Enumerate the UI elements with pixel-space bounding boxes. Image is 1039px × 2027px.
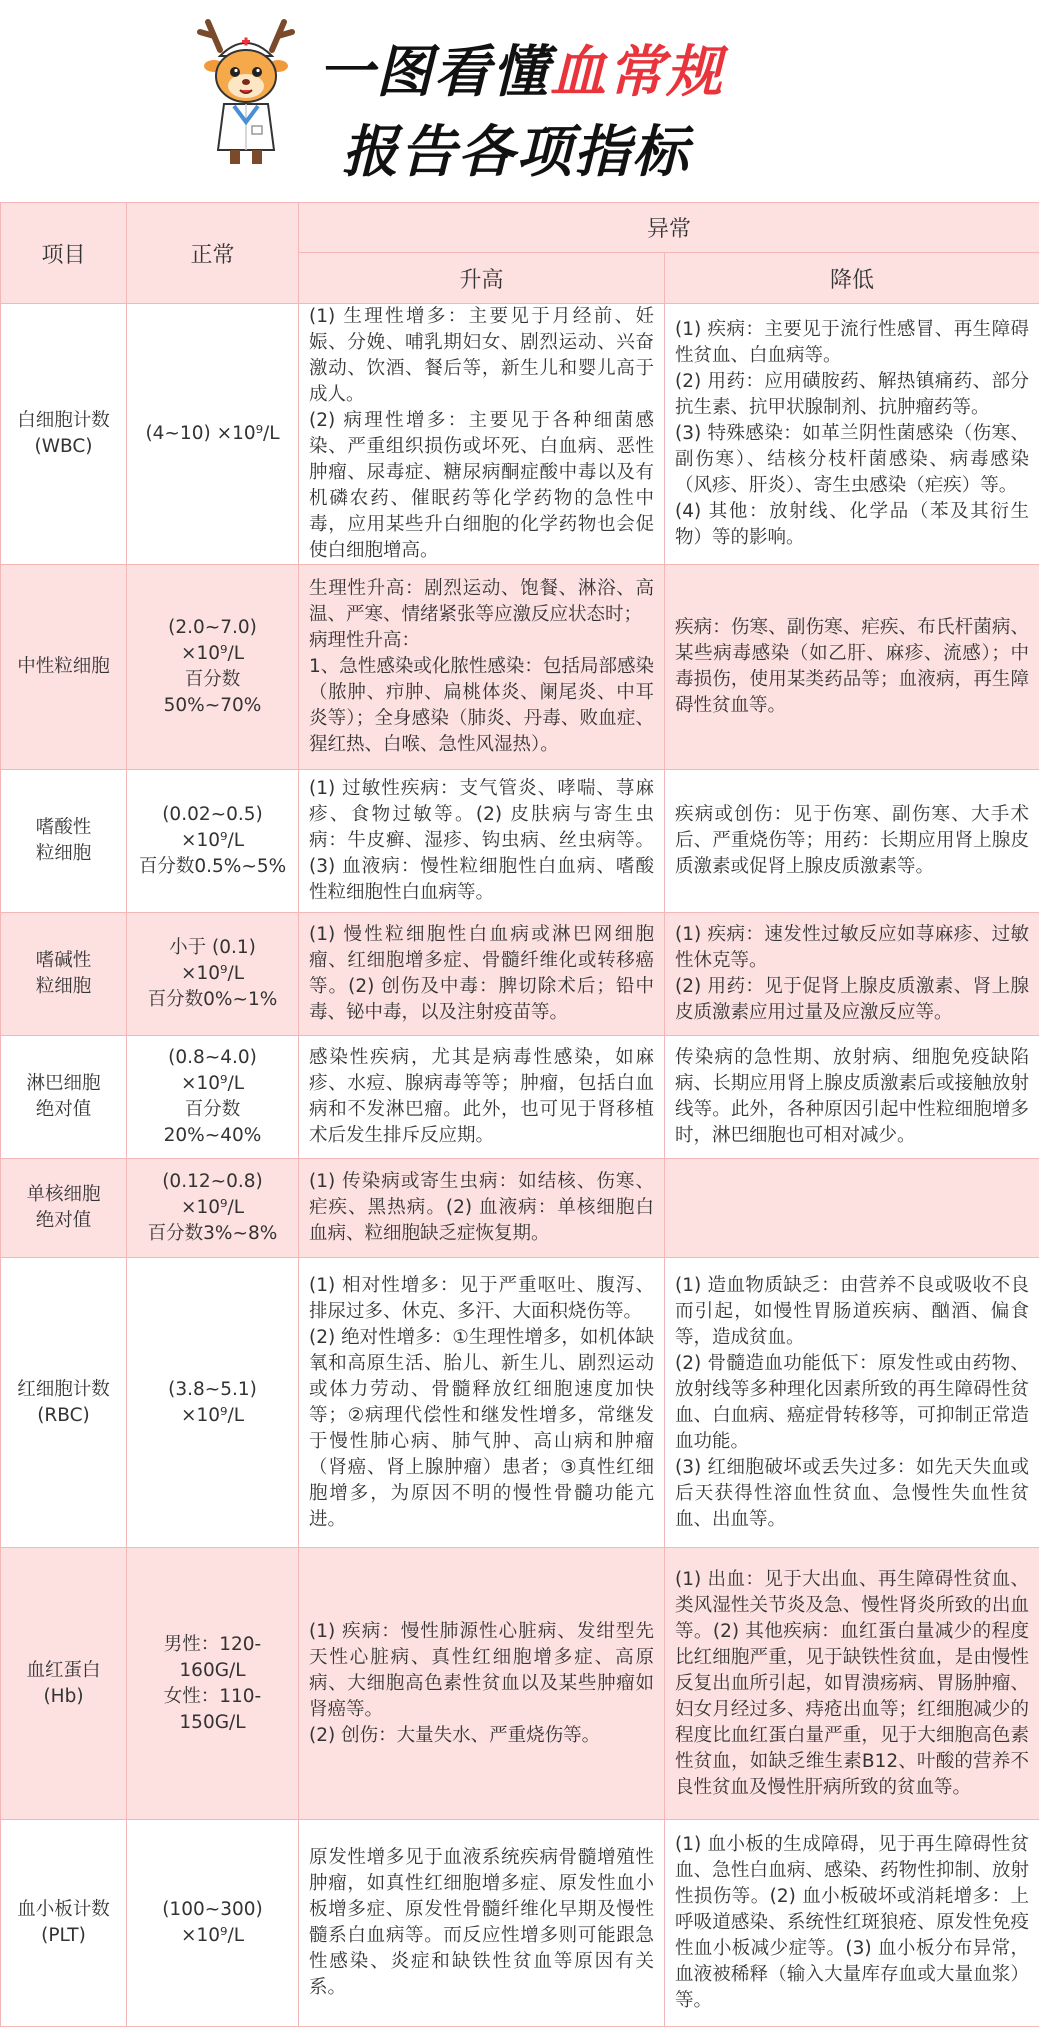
- blood-test-table: [0, 202, 1039, 2027]
- row-normal-range: 男性：120-160G/L 女性：110-150G/L: [127, 1548, 299, 1820]
- header-high: 升高: [299, 253, 665, 304]
- row-low-causes: (1) 疾病：速发性过敏反应如荨麻疹、过敏性休克等。 (2) 用药：见于促肾上腺皮质激素、肾上腺皮质激素应用过量及应激反应等。: [665, 913, 1039, 1036]
- row-item-name: 血红蛋白 (Hb): [1, 1548, 127, 1820]
- row-high-causes: 生理性升高：剧烈运动、饱餐、淋浴、高温、严寒、情绪紧张等应激反应状态时； 病理性升高： 1、急性感染或化脓性感染：包括局部感染（脓肿、疖肿、扁桃体炎、阑尾炎、中耳炎等）；全身感染（肺炎、丹毒、败血症、猩红热、白喉、急性风湿热）。: [299, 565, 665, 770]
- header-abnormal: 异常: [299, 203, 1039, 253]
- row-normal-range: (0.8~4.0) ×10⁹/L 百分数20%~40%: [127, 1036, 299, 1159]
- row-high-causes: 原发性增多见于血液系统疾病骨髓增殖性肿瘤，如真性红细胞增多症、原发性血小板增多症、原发性骨髓纤维化早期及慢性髓系白血病等。而反应性增多则可能跟急性感染、炎症和缺铁性贫血等原因有关系。: [299, 1820, 665, 2027]
- row-normal-range: (2.0~7.0) ×10⁹/L 百分数50%~70%: [127, 565, 299, 770]
- row-item-name: 红细胞计数 (RBC): [1, 1258, 127, 1548]
- row-low-causes: (1) 疾病：主要见于流行性感冒、再生障碍性贫血、白血病等。 (2) 用药：应用磺胺药、解热镇痛药、部分抗生素、抗甲状腺制剂、抗肿瘤药等。 (3) 特殊感染：如革兰阴性菌感染（伤寒、副伤寒）、结核分枝杆菌感染、病毒感染（风疹、肝炎）、寄生虫感染（疟疾）等。 (4) 其他：放射线、化学品（苯及其衍生物）等的影响。: [665, 304, 1039, 565]
- row-high-causes: (1) 过敏性疾病：支气管炎、哮喘、荨麻疹、食物过敏等。(2) 皮肤病与寄生虫病：牛皮癣、湿疹、钩虫病、丝虫病等。(3) 血液病：慢性粒细胞性白血病、嗜酸性粒细胞性白血病等。: [299, 770, 665, 913]
- row-item-name: 血小板计数 (PLT): [1, 1820, 127, 2027]
- row-low-causes: (1) 出血：见于大出血、再生障碍性贫血、类风湿性关节炎及急、慢性肾炎所致的出血等。(2) 其他疾病：血红蛋白量减少的程度比红细胞严重，见于缺铁性贫血，是由慢性反复出血所引起，如胃溃疡病、胃肠肿瘤、妇女月经过多、痔疮出血等；红细胞减少的程度比血红蛋白量严重，见于大细胞高色素性贫血，如缺乏维生素B12、叶酸的营养不良性贫血及慢性肝病所致的贫血等。: [665, 1548, 1039, 1820]
- table-row: [1, 1258, 1039, 1548]
- row-high-causes: 感染性疾病，尤其是病毒性感染，如麻疹、水痘、腺病毒等等；肿瘤，包括白血病和不发淋巴瘤。此外，也可见于肾移植术后发生排斥反应期。: [299, 1036, 665, 1159]
- row-item-name: 嗜碱性 粒细胞: [1, 913, 127, 1036]
- row-normal-range: (4~10) ×10⁹/L: [127, 304, 299, 565]
- row-high-causes: (1) 疾病：慢性肺源性心脏病、发绀型先天性心脏病、真性红细胞增多症、高原病、大细胞高色素性贫血以及某些肿瘤如肾癌等。 (2) 创伤：大量失水、严重烧伤等。: [299, 1548, 665, 1820]
- title-accent: 血常规: [550, 40, 724, 105]
- header-low: 降低: [665, 253, 1039, 304]
- table-row: [1, 1159, 1039, 1258]
- page-title-line1: [318, 28, 724, 108]
- header: [0, 0, 1039, 205]
- row-high-causes: (1) 传染病或寄生虫病：如结核、伤寒、疟疾、黑热病。(2) 血液病：单核细胞白血病、粒细胞缺乏症恢复期。: [299, 1159, 665, 1258]
- table-row: [1, 1036, 1039, 1159]
- row-item-name: 白细胞计数 (WBC): [1, 304, 127, 565]
- row-low-causes: (1) 血小板的生成障碍，见于再生障碍性贫血、急性白血病、感染、药物性抑制、放射性损伤等。(2) 血小板破坏或消耗增多：上呼吸道感染、系统性红斑狼疮、原发性免疫性血小板减少症等。(3) 血小板分布异常，血液被稀释（输入大量库存血或大量血浆）等。: [665, 1820, 1039, 2027]
- row-normal-range: (100~300) ×10⁹/L: [127, 1820, 299, 2027]
- row-high-causes: (1) 慢性粒细胞性白血病或淋巴网细胞瘤、红细胞增多症、骨髓纤维化或转移癌等。(2) 创伤及中毒：脾切除术后；铅中毒、铋中毒，以及注射疫苗等。: [299, 913, 665, 1036]
- row-item-name: 嗜酸性 粒细胞: [1, 770, 127, 913]
- table-row: [1, 913, 1039, 1036]
- table-row: [1, 1820, 1039, 2027]
- row-normal-range: (3.8~5.1) ×10⁹/L: [127, 1258, 299, 1548]
- title-part1: 一图看懂: [318, 40, 550, 105]
- header-normal: 正常: [127, 203, 299, 304]
- row-high-causes: (1) 相对性增多：见于严重呕吐、腹泻、排尿过多、休克、多汗、大面积烧伤等。 (2) 绝对性增多：①生理性增多，如机体缺氧和高原生活、胎儿、新生儿、剧烈运动或体力劳动、骨髓释放红细胞速度加快等；②病理代偿性和继发性增多，常继发于慢性肺心病、肺气肿、高山病和肿瘤（肾癌、肾上腺肿瘤）患者；③真性红细胞增多，为原因不明的慢性骨髓功能亢进。: [299, 1258, 665, 1548]
- header-item: 项目: [1, 203, 127, 304]
- table-row: [1, 304, 1039, 565]
- table-row: [1, 565, 1039, 770]
- row-high-causes: (1) 生理性增多：主要见于月经前、妊娠、分娩、哺乳期妇女、剧烈运动、兴奋激动、饮酒、餐后等，新生儿和婴儿高于成人。 (2) 病理性增多：主要见于各种细菌感染、严重组织损伤或坏死、白血病、恶性肿瘤、尿毒症、糖尿病酮症酸中毒以及有机磷农药、催眠药等化学药物的急性中毒，应用某些升白细胞的化学药物也会促使白细胞增高。: [299, 304, 665, 565]
- row-normal-range: (0.12~0.8) ×10⁹/L 百分数3%~8%: [127, 1159, 299, 1258]
- row-low-causes: 疾病：伤寒、副伤寒、疟疾、布氏杆菌病、某些病毒感染（如乙肝、麻疹、流感）；中毒损伤，使用某类药品等；血液病，再生障碍性贫血等。: [665, 565, 1039, 770]
- row-low-causes: 传染病的急性期、放射病、细胞免疫缺陷病、长期应用肾上腺皮质激素后或接触放射线等。此外，各种原因引起中性粒细胞增多时，淋巴细胞也可相对减少。: [665, 1036, 1039, 1159]
- row-low-causes: (1) 造血物质缺乏：由营养不良或吸收不良而引起，如慢性胃肠道疾病、酗酒、偏食等，造成贫血。 (2) 骨髓造血功能低下：原发性或由药物、放射线等多种理化因素所致的再生障碍性贫血、白血病、癌症骨转移等，可抑制正常造血功能。 (3) 红细胞破坏或丢失过多：如先天失血或后天获得性溶血性贫血、急慢性失血性贫血、出血等。: [665, 1258, 1039, 1548]
- deer-doctor-mascot-icon: [190, 10, 302, 170]
- row-normal-range: 小于 (0.1) ×10⁹/L 百分数0%~1%: [127, 913, 299, 1036]
- page-title-line2: 报告各项指标: [342, 108, 690, 188]
- row-normal-range: (0.02~0.5) ×10⁹/L 百分数0.5%~5%: [127, 770, 299, 913]
- row-item-name: 淋巴细胞 绝对值: [1, 1036, 127, 1159]
- row-low-causes: [665, 1159, 1039, 1258]
- row-item-name: 单核细胞 绝对值: [1, 1159, 127, 1258]
- table-row: [1, 1548, 1039, 1820]
- table-row: [1, 770, 1039, 913]
- row-low-causes: 疾病或创伤：见于伤寒、副伤寒、大手术后、严重烧伤等；用药：长期应用肾上腺皮质激素或促肾上腺皮质激素等。: [665, 770, 1039, 913]
- row-item-name: 中性粒细胞: [1, 565, 127, 770]
